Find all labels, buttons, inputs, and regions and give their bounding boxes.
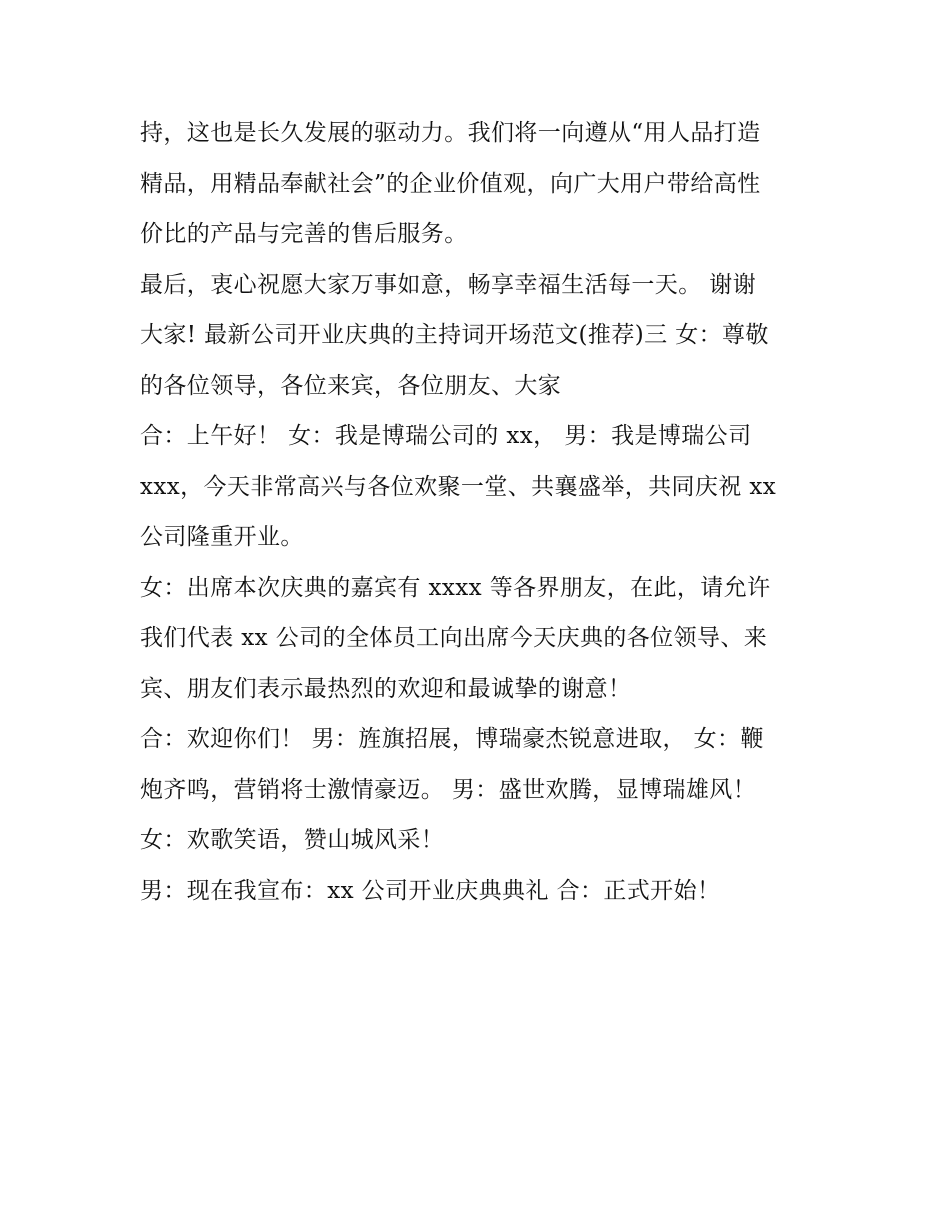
document-body [140,108,810,916]
text-line: 大家! 最新公司开业庆典的主持词开场范文(推荐)三 女：尊敬 [140,322,769,348]
text-line: 我们代表 xx 公司的全体员工向出席今天庆典的各位领导、来 [140,625,768,651]
text-line: 最后，衷心祝愿大家万事如意，畅享幸福生活每一天。 谢谢 [140,271,757,298]
text-line: 女：出席本次庆典的嘉宾有 xxxx 等各界朋友，在此，请允许 [140,574,771,601]
text-line: 持，这也是长久发展的驱动力。我们将一向遵从“用人品打造 [140,120,761,146]
text-line: 炮齐鸣，营销将士激情豪迈。 男：盛世欢腾，显博瑞雄风！ [140,776,757,803]
text-line: 男：现在我宣布：xx 公司开业庆典典礼 合：正式开始！ [140,877,721,904]
text-line: 价比的产品与完善的售后服务。 [140,221,468,247]
text-line: 公司隆重开业。 [140,524,304,550]
text-line: 的各位领导，各位来宾，各位朋友、大家 [140,372,562,399]
text-line: 合：欢迎你们！ 男：旌旗招展，博瑞豪杰锐意进取， 女：鞭 [140,726,764,752]
text-line: 宾、朋友们表示最热烈的欢迎和最诚挚的谢意！ [140,675,632,702]
text-line: 合：上午好！ 女：我是博瑞公司的 xx， 男：我是博瑞公司 [140,423,752,449]
text-line: xxx，今天非常高兴与各位欢聚一堂、共襄盛举，共同庆祝 xx [140,473,777,500]
text-line: 女：欢歌笑语，赞山城风采！ [140,827,445,853]
text-line: 精品，用精品奉献社会”的企业价值观，向广大用户带给高性 [140,170,761,197]
